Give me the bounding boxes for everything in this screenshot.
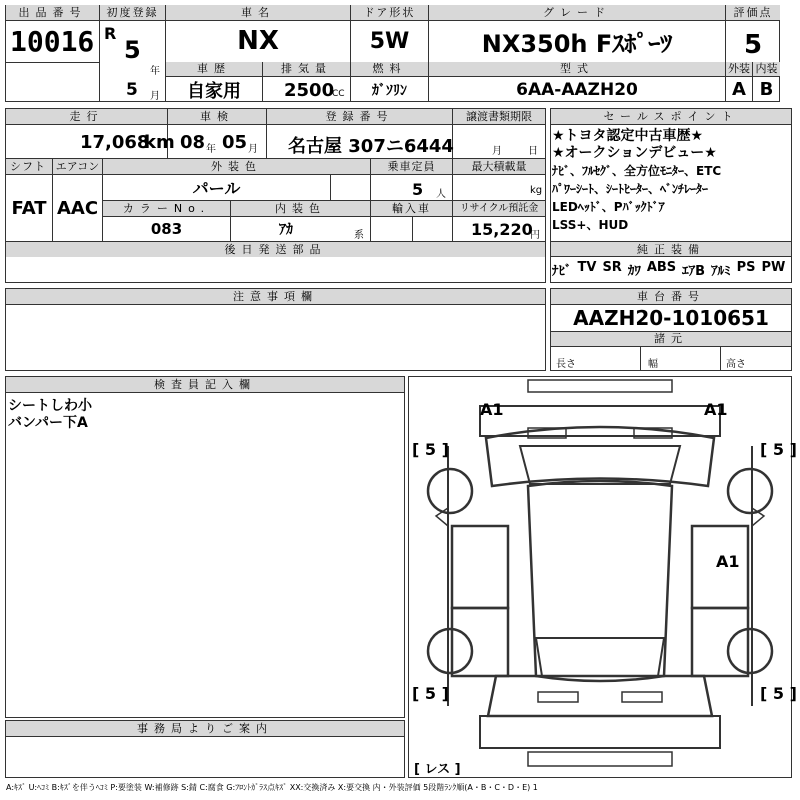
chassis-label: 車台番号 <box>551 289 791 304</box>
equip-item: ABS <box>646 260 677 275</box>
int-color-label: 内装色 <box>231 201 370 216</box>
front-left-wheel <box>428 469 472 513</box>
transfer-month-unit: 月 <box>492 146 502 157</box>
notes-label: 注意事項欄 <box>6 289 545 304</box>
later-parts-label: 後日発送部品 <box>6 242 545 257</box>
int-score: B <box>759 79 774 100</box>
insp-month-unit: 月 <box>248 144 258 155</box>
shift: FAT <box>11 197 47 219</box>
recycle-unit: 円 <box>530 230 540 241</box>
width-label: 幅 <box>648 359 658 370</box>
tire-score: 5 <box>772 684 785 703</box>
insp-month: 05 <box>222 132 248 153</box>
door-label: ドア形状 <box>351 5 428 20</box>
rear-left-wheel <box>428 629 472 673</box>
height-label: 高さ <box>726 359 746 370</box>
color-no-label: カラーNo. <box>103 201 230 216</box>
door-type: 5W <box>369 28 410 54</box>
front-outline <box>480 406 720 436</box>
sales-line: ★オークションデビュー★ <box>552 145 717 161</box>
spec-label: 諸元 <box>551 332 791 346</box>
damage-mark: A1 <box>480 400 504 419</box>
ext-color-label: 外装色 <box>103 159 370 174</box>
equip-list <box>552 260 792 279</box>
length-label: 長さ <box>556 359 576 370</box>
roof <box>528 481 672 681</box>
equip-item: ｶﾜ <box>627 264 641 279</box>
reg-month: 5 <box>126 80 138 100</box>
displacement-label: 排気量 <box>263 62 350 76</box>
ac-label: エアコン <box>53 159 102 174</box>
inspector-note: バンパー下A <box>8 415 88 431</box>
reg-label: 初度登録 <box>100 5 165 20</box>
car-diagram <box>408 376 792 778</box>
right-rear-door <box>692 608 748 676</box>
tire-score-front-right: [ 5 ] <box>760 440 797 459</box>
history-label: 車歴 <box>166 62 262 76</box>
capacity-label: 乗車定員 <box>371 159 452 174</box>
name-label: 車名 <box>166 5 350 20</box>
capacity: 5 <box>412 180 424 199</box>
model: 6AA-AAZH20 <box>516 79 638 100</box>
score-label: 評価点 <box>726 5 780 20</box>
tire-score: 5 <box>772 440 785 459</box>
ext-color: パール <box>192 179 241 198</box>
damage-mark: A1 <box>716 552 740 571</box>
grade: NX350h Fｽﾎﾟｰﾂ <box>481 29 673 58</box>
int-label: 内装 <box>753 62 780 76</box>
sales-label: セールスポイント <box>551 109 791 124</box>
rear-bumper-outline <box>528 752 672 766</box>
int-color-unit: 系 <box>354 230 364 241</box>
recycle-label: リサイクル預託金 <box>453 201 545 216</box>
left-front-door <box>452 526 508 608</box>
score: 5 <box>743 30 763 60</box>
mileage: 17,068 <box>80 132 150 153</box>
load-label: 最大積載量 <box>453 159 545 174</box>
equip-label: 純正装備 <box>551 242 791 257</box>
equip-item: PS <box>736 260 756 275</box>
displacement: 2500 <box>284 80 335 101</box>
recycle: 15,220 <box>471 220 533 239</box>
lot-number: 10016 <box>10 25 95 58</box>
rear-left-lamp <box>538 692 578 702</box>
mileage-unit: km <box>144 132 175 153</box>
office-label: 事務局よりご案内 <box>6 721 404 736</box>
sales-line: LSS+、HUD <box>552 218 629 232</box>
inspector-note: シートしわ小 <box>8 398 92 414</box>
lot-label: 出品番号 <box>6 5 99 20</box>
sales-line: ﾊﾟﾜｰｼｰﾄ、ｼｰﾄﾋｰﾀｰ、ﾍﾞﾝﾁﾚｰﾀｰ <box>552 182 709 196</box>
history: 自家用 <box>187 80 241 102</box>
transfer-label: 譲渡書類期限 <box>453 109 545 124</box>
sales-line: ★トヨタ認定中古車歴★ <box>552 128 704 144</box>
sales-line: ﾅﾋﾞ、ﾌﾙｾｸﾞ、全方位ﾓﾆﾀｰ、ETC <box>552 164 722 178</box>
front-bumper-outline <box>528 380 672 392</box>
tire-score: 5 <box>424 440 437 459</box>
equip-item: ｴｱB <box>682 264 706 279</box>
tire-score-front-left: [ 5 ] <box>412 440 449 459</box>
mileage-label: 走行 <box>6 109 167 124</box>
rear-window <box>536 638 664 676</box>
int-color: ｱｶ <box>279 222 293 238</box>
grade-label: グレード <box>429 5 725 20</box>
insp-year: 08 <box>180 132 206 153</box>
reg-month-unit: 月 <box>150 91 160 102</box>
shift-label: シフト <box>6 159 52 174</box>
tire-score-rear-right: [ 5 ] <box>760 684 797 703</box>
insp-year-unit: 年 <box>206 144 216 155</box>
equip-item: PW <box>761 260 786 275</box>
fuel-label: 燃料 <box>351 62 428 76</box>
inspector-label: 検査員記入欄 <box>6 377 404 392</box>
equip-item: ﾅﾋﾞ <box>552 264 572 279</box>
ext-label: 外装 <box>728 62 750 75</box>
inspection-label: 車検 <box>168 109 266 124</box>
chassis-number: AAZH20-1010651 <box>573 306 769 330</box>
sales-list <box>552 128 792 234</box>
ac: AAC <box>56 197 99 219</box>
equip-item: ｱﾙﾐ <box>711 264 731 279</box>
fuel: ｶﾞｿﾘﾝ <box>372 82 407 99</box>
rear-outline <box>480 716 720 748</box>
car-name: NX <box>237 26 279 56</box>
plate-label: 登録番号 <box>267 109 452 124</box>
import-label: 輸入車 <box>371 201 452 216</box>
capacity-unit: 人 <box>436 189 446 200</box>
damage-mark: A1 <box>704 400 728 419</box>
rear-right-wheel <box>728 629 772 673</box>
displacement-unit: CC <box>332 89 345 99</box>
equip-item: SR <box>602 260 622 275</box>
plate: 名古屋 307ニ6444 <box>288 136 454 157</box>
legend: A:ｷｽﾞ U:ﾍｺﾐ B:ｷｽﾞを伴うﾍｺﾐ P:要塗装 W:補修跡 S:錆 C:腐食 G:ﾌﾛﾝﾄｶﾞﾗｽ点ｷｽﾞ XX:交換済み X:要交換 内・外装評価 5段階ﾗﾝｸ順(A・B・C・D・E) 1 <box>6 783 538 792</box>
sales-line: LEDﾍｯﾄﾞ、Pﾊﾞｯｸﾄﾞｱ <box>552 200 665 214</box>
equip-item: TV <box>577 260 597 275</box>
reg-year-unit: 年 <box>150 66 160 77</box>
tire-score: 5 <box>424 684 437 703</box>
color-no: 083 <box>150 220 183 238</box>
spare-label: レス <box>424 762 451 777</box>
spare-tire: [ レス ] <box>414 762 461 777</box>
left-rear-door <box>452 608 508 676</box>
rear-right-lamp <box>622 692 662 702</box>
load-unit: kg <box>530 185 543 196</box>
reg-era: R <box>104 24 117 43</box>
ext-score: A <box>732 79 746 100</box>
reg-year: 5 <box>124 36 141 64</box>
tire-score-rear-left: [ 5 ] <box>412 684 449 703</box>
front-right-wheel <box>728 469 772 513</box>
transfer-day-unit: 日 <box>528 146 538 157</box>
model-label: 型式 <box>429 62 725 76</box>
